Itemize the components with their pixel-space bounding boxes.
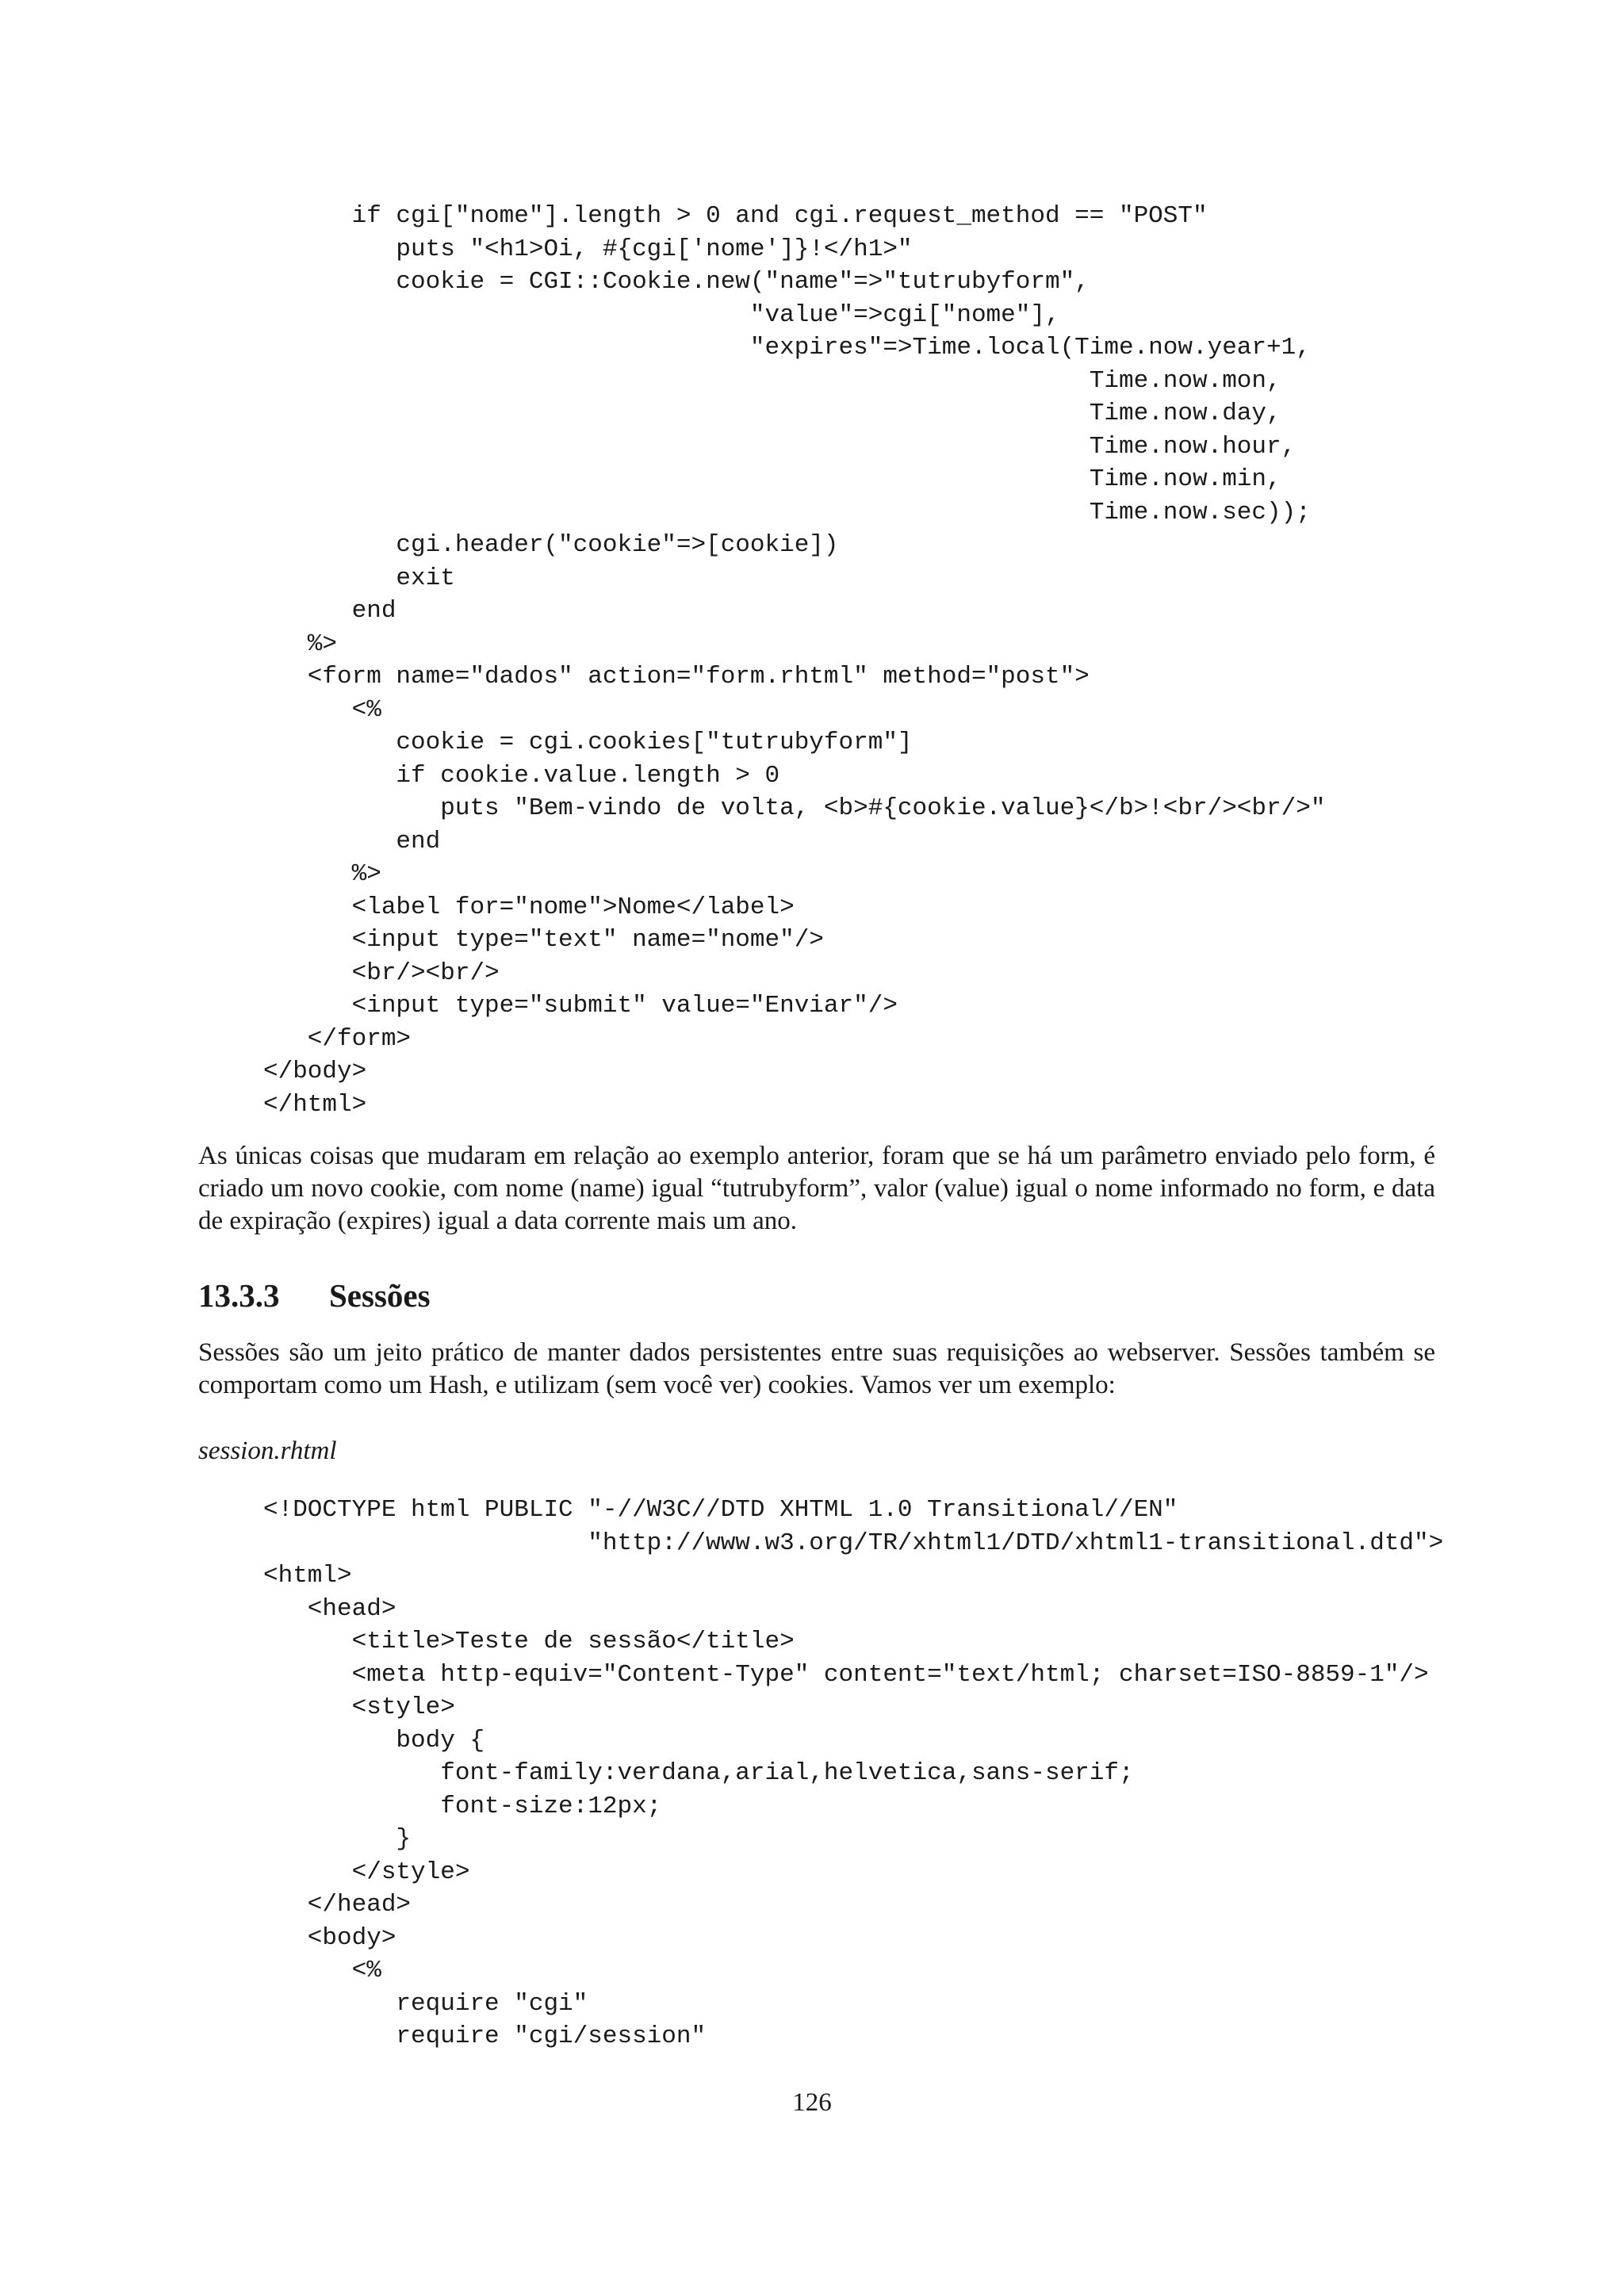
section-title: Sessões (329, 1277, 431, 1314)
code-line: <title>Teste de sessão</title> (263, 1628, 795, 1655)
code-line: <body> (263, 1923, 396, 1952)
code-line: "expires"=>Time.local(Time.now.year+1, (263, 334, 1311, 362)
code-line: <form name="dados" action="form.rhtml" method="post"> (263, 663, 1090, 691)
code-line: require "cgi" (263, 1989, 588, 2018)
code-line: <label for="nome">Nome</label> (263, 893, 795, 921)
code-line: cgi.header("cookie"=>[cookie]) (263, 531, 839, 559)
code-line: font-family:verdana,arial,helvetica,sans-serif; (263, 1759, 1134, 1787)
code-line: cookie = CGI::Cookie.new("name"=>"tutrubyform", (263, 268, 1090, 296)
page-number: 126 (792, 2088, 832, 2117)
code-line: <% (263, 695, 381, 724)
code-filename-caption: session.rhtml (198, 1437, 337, 1465)
code-line: </html> (263, 1090, 367, 1119)
code-line: Time.now.sec)); (263, 498, 1311, 526)
code-line: </form> (263, 1024, 412, 1053)
code-line: <% (263, 1957, 381, 1984)
code-line: if cookie.value.length > 0 (263, 761, 780, 790)
code-line: puts "Bem-vindo de volta, <b>#{cookie.value}</b>!<br/><br/>" (263, 794, 1326, 822)
code-line: Time.now.mon, (263, 366, 1281, 395)
code-line: %> (263, 860, 381, 888)
code-block-session (263, 1494, 1443, 2053)
section-heading (198, 1276, 431, 1314)
code-line: <br/><br/> (263, 959, 500, 987)
code-line: } (263, 1825, 412, 1853)
code-line: "value"=>cgi["nome"], (263, 300, 1060, 329)
code-line: end (263, 597, 396, 625)
code-line: <html> (263, 1562, 352, 1590)
code-line: puts "<h1>Oi, #{cgi['nome']}!</h1>" (263, 235, 913, 263)
code-line: "http://www.w3.org/TR/xhtml1/DTD/xhtml1-transitional.dtd"> (263, 1529, 1444, 1557)
code-line: Time.now.min, (263, 465, 1281, 493)
code-line: <input type="text" name="nome"/> (263, 926, 824, 954)
paragraph-cookie-explanation: As únicas coisas que mudaram em relação ao exemplo anterior, foram que se há um parâmetro enviado pelo form, é criado um novo cookie, com nome (name) igual “tutrubyform”, valor (value) igual o nome informado no form, e data de expiração (expires) igual a data corrente mais um ano. (198, 1142, 1435, 1235)
code-line: Time.now.hour, (263, 432, 1297, 461)
code-block-form-cookie (263, 200, 1325, 1121)
code-line: require "cgi/session" (263, 2022, 707, 2050)
code-line: Time.now.day, (263, 400, 1281, 427)
code-line: <style> (263, 1693, 455, 1721)
code-line: body { (263, 1726, 485, 1755)
code-line: <input type="submit" value="Enviar"/> (263, 992, 898, 1020)
code-line: <meta http-equiv="Content-Type" content="text/html; charset=ISO-8859-1"/> (263, 1660, 1429, 1689)
code-line: <head> (263, 1594, 396, 1623)
code-line: if cgi["nome"].length > 0 and cgi.request_method == "POST" (263, 202, 1208, 230)
code-line: end (263, 827, 441, 855)
section-number: 13.3.3 (198, 1277, 280, 1314)
code-line: </head> (263, 1891, 412, 1919)
code-line: <!DOCTYPE html PUBLIC "-//W3C//DTD XHTML 1.0 Transitional//EN" (263, 1496, 1178, 1524)
paragraph-sessions-intro: Sessões são um jeito prático de manter dados persistentes entre suas requisições ao webserver. Sessões também se comportam como um Hash, e utilizam (sem você ver) cookies. Vamos ver um exemplo: (198, 1338, 1435, 1399)
code-line: %> (263, 629, 338, 658)
code-line: exit (263, 564, 455, 592)
code-line: </style> (263, 1858, 470, 1886)
code-line: font-size:12px; (263, 1792, 662, 1820)
code-line: </body> (263, 1058, 367, 1085)
code-line: cookie = cgi.cookies["tutrubyform"] (263, 729, 913, 756)
